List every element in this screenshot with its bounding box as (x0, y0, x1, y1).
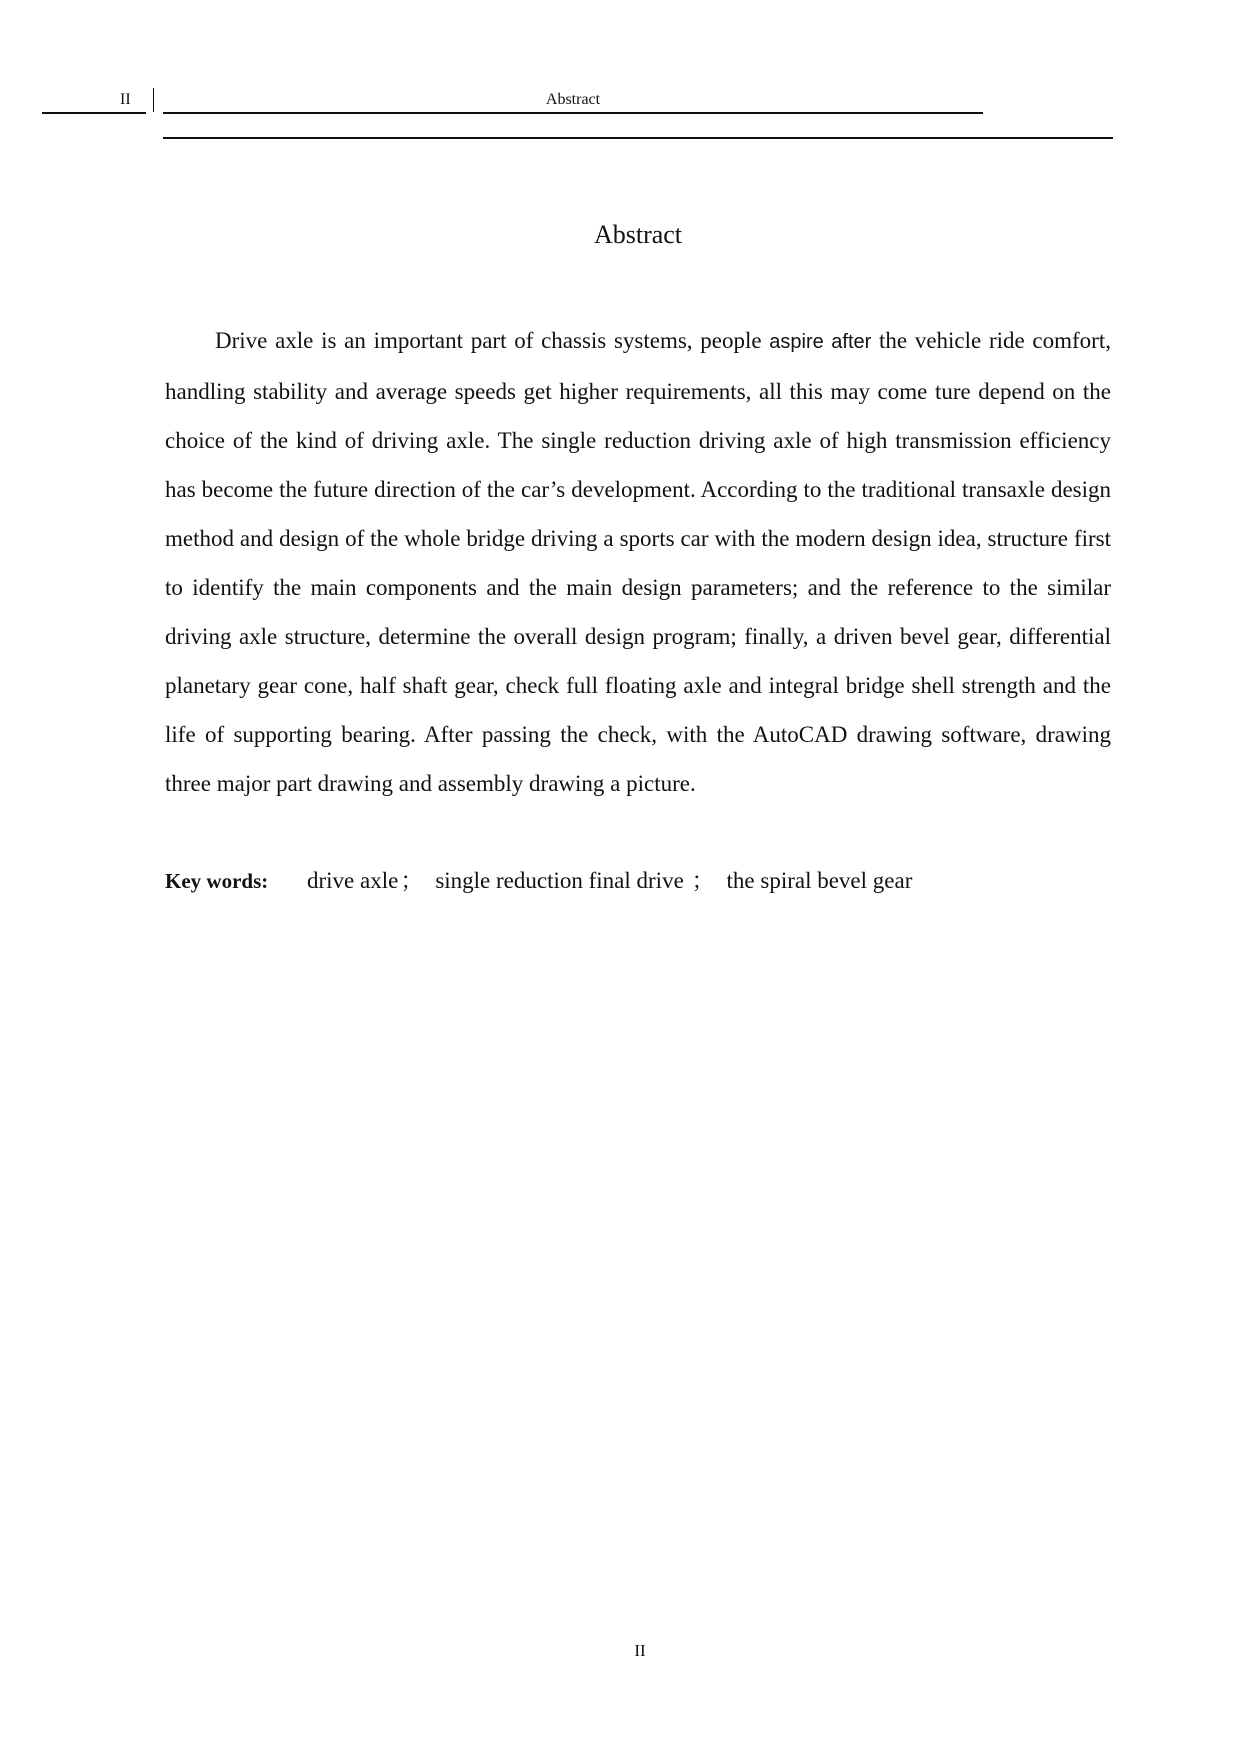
keywords-line (165, 864, 1111, 898)
abstract-paragraph (165, 316, 1111, 808)
abstract-text-rest: the vehicle ride comfort, handling stability and average speeds get higher requirements, all this may come ture depend on the choice of the kind of driving axle. The single reduction driving axle of high transmission efficiency has become the future direction of the car’s development. According to the traditional transaxle design method and design of the whole bridge driving a sports car with the modern design idea, structure first to identify the main components and the main design parameters; and the reference to the similar driving axle structure, determine the overall design program; finally, a driven bevel gear, differential planetary gear cone, half shaft gear, check full floating axle and integral bridge shell strength and the life of supporting bearing. After passing the check, with the AutoCAD drawing software, drawing three major part drawing and assembly drawing a picture. (165, 328, 1111, 796)
page-title: Abstract (593, 220, 683, 249)
header-divider (153, 88, 154, 112)
keyword-item: drive axle (307, 868, 399, 893)
keyword-item: single reduction final drive (435, 868, 690, 893)
header-running-title: Abstract (545, 91, 601, 108)
header-page-number: II (120, 91, 131, 108)
header-rule-bottom (163, 137, 1113, 139)
keyword-separator: ； (400, 868, 424, 893)
footer-page-number: II (634, 1641, 646, 1660)
keyword-separator: ； (691, 868, 715, 893)
header-rule-top (163, 112, 983, 114)
keywords-label: Key words: (165, 869, 269, 893)
header-left-rule (42, 112, 146, 114)
abstract-text-start: Drive axle is an important part of chassis systems, people (215, 328, 770, 353)
keyword-item: the spiral bevel gear (726, 868, 913, 893)
abstract-sans-phrase: aspire after (769, 331, 872, 353)
